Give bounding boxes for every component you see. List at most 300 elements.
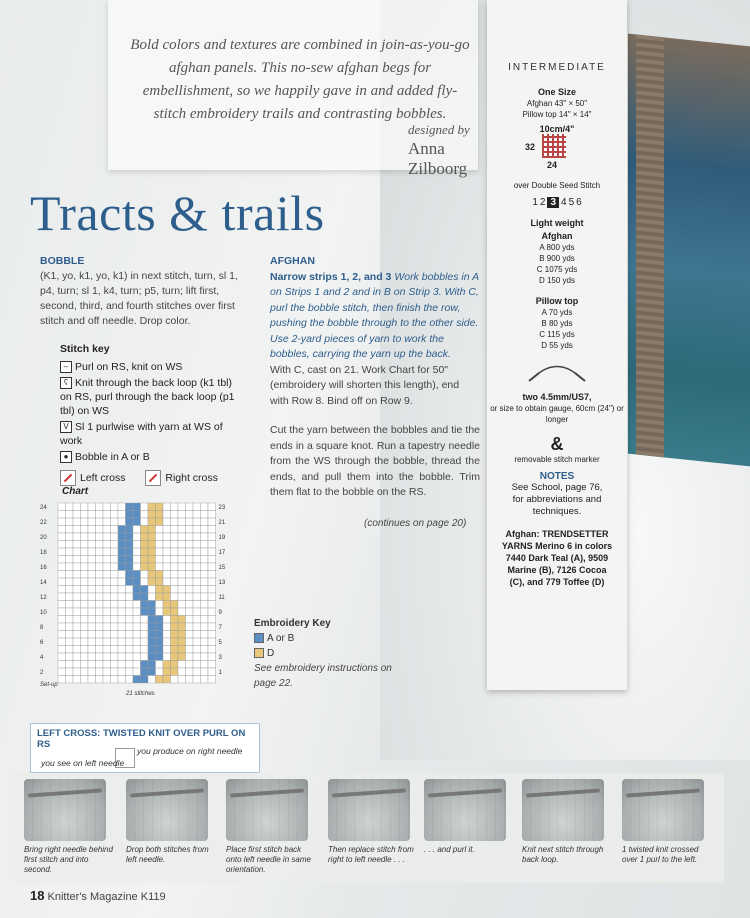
chart-cell — [73, 631, 81, 639]
chart-cell — [193, 623, 201, 631]
chart-cell — [171, 578, 179, 586]
chart-cell — [178, 571, 186, 579]
chart-cell — [73, 526, 81, 534]
chart-cell — [148, 518, 156, 526]
chart-cell — [163, 518, 171, 526]
chart-cell — [201, 608, 209, 616]
chart-cell — [118, 548, 126, 556]
chart-stitches-label: 21 stitches — [126, 691, 155, 697]
chart-cell — [88, 653, 96, 661]
chart-cell — [133, 646, 141, 654]
chart-cell — [133, 608, 141, 616]
chart-cell — [118, 503, 126, 511]
chart-cell — [133, 578, 141, 586]
chart-cell — [133, 563, 141, 571]
afghan-yarn-d: D 150 yds — [538, 276, 576, 285]
chart-cell — [88, 623, 96, 631]
chart-cell — [156, 548, 164, 556]
weight-label: Light weight — [530, 218, 584, 228]
designer-name: Anna Zilboorg — [408, 139, 468, 178]
chart-cell — [96, 608, 104, 616]
chart-cell — [171, 548, 179, 556]
chart-cell — [126, 511, 134, 519]
chart-cell — [186, 593, 194, 601]
chart-cell — [126, 578, 134, 586]
chart-cell — [73, 608, 81, 616]
chart-cell — [66, 541, 74, 549]
chart-cell — [73, 533, 81, 541]
chart-cell — [133, 533, 141, 541]
chart-cell — [126, 541, 134, 549]
chart-cell — [133, 571, 141, 579]
chart-cell — [163, 668, 171, 676]
chart-cell — [201, 571, 209, 579]
chart-cell — [118, 578, 126, 586]
chart-cell — [186, 616, 194, 624]
chart-cell — [141, 511, 149, 519]
chart-cell — [96, 518, 104, 526]
key-item-tbl: ʕ Knit through the back loop (k1 tbl) on RS, purl through the back loop (p1 tbl) on WS — [60, 377, 235, 417]
chart-cell — [96, 526, 104, 534]
chart-cell — [201, 556, 209, 564]
chart-cell — [96, 548, 104, 556]
chart-cell — [171, 541, 179, 549]
chart-cell — [193, 586, 201, 594]
chart-cell — [141, 668, 149, 676]
chart-cell — [193, 661, 201, 669]
chart-cell — [58, 548, 66, 556]
chart-cell — [171, 503, 179, 511]
chart-cell — [171, 623, 179, 631]
chart-cell — [208, 601, 216, 609]
chart-cell — [133, 623, 141, 631]
chart-cell — [58, 668, 66, 676]
chart-cell — [186, 623, 194, 631]
chart-setup-label: Set-up — [40, 682, 58, 688]
embroidery-a-or-b: A or B — [254, 631, 394, 646]
afghan-yarn-b: B 900 yds — [539, 254, 575, 263]
left-cross-icon — [60, 470, 76, 486]
chart-cell — [126, 563, 134, 571]
chart-cell — [118, 526, 126, 534]
chart-cell — [118, 668, 126, 676]
chart-cell — [103, 631, 111, 639]
intro-text: Bold colors and textures are combined in join-as-you-go afghan panels. This no-sew afghan begs for embellishment, so we happily gave in and added fly-stitch embroidery trails and contrasting bobbles. — [130, 37, 470, 122]
circular-needle-icon — [527, 359, 587, 389]
chart-cell — [88, 518, 96, 526]
chart-cell — [118, 616, 126, 624]
chart-row-label-right: 1 — [218, 670, 222, 676]
a-or-b-swatch — [254, 633, 264, 643]
chart-cell — [73, 548, 81, 556]
chart-cell — [201, 668, 209, 676]
chart-cell — [193, 526, 201, 534]
chart-cell — [156, 638, 164, 646]
chart-cell — [103, 503, 111, 511]
chart-cell — [96, 503, 104, 511]
chart-cell — [118, 601, 126, 609]
chart-cell — [163, 556, 171, 564]
chart-cell — [178, 676, 186, 684]
step-3: Place first stitch back onto left needle in same orientation. — [226, 779, 316, 875]
designed-by-label: designed by — [408, 122, 470, 137]
chart-cell — [163, 503, 171, 511]
chart-cell — [193, 518, 201, 526]
chart-row-label-left: 20 — [40, 535, 47, 541]
chart-cell — [58, 601, 66, 609]
chart-cell — [156, 563, 164, 571]
chart-cell — [111, 631, 119, 639]
sidebar-panel — [487, 0, 627, 690]
chart-label: Chart — [62, 486, 89, 497]
chart-cell — [103, 586, 111, 594]
chart-cell — [163, 631, 171, 639]
chart-cell — [88, 638, 96, 646]
chart-cell — [66, 548, 74, 556]
chart-cell — [208, 541, 216, 549]
chart-cell — [88, 593, 96, 601]
chart-cell — [133, 541, 141, 549]
chart-cell — [88, 601, 96, 609]
chart-cell — [208, 661, 216, 669]
chart-cell — [88, 646, 96, 654]
chart-cell — [81, 668, 89, 676]
chart-cell — [66, 608, 74, 616]
chart-cell — [148, 593, 156, 601]
chart-cell — [156, 578, 164, 586]
chart-cell — [163, 511, 171, 519]
chart-cell — [141, 578, 149, 586]
chart-cell — [208, 503, 216, 511]
chart-cell — [133, 638, 141, 646]
chart-cell — [201, 646, 209, 654]
chart-cell — [208, 616, 216, 624]
chart-row-label-right: 13 — [218, 580, 226, 586]
chart-cell — [118, 608, 126, 616]
chart-cell — [141, 503, 149, 511]
chart-cell — [148, 503, 156, 511]
chart-cell — [96, 586, 104, 594]
chart-cell — [58, 571, 66, 579]
chart-cell — [126, 638, 134, 646]
bobble-section — [40, 254, 240, 329]
chart-cell — [103, 608, 111, 616]
chart-cell — [88, 541, 96, 549]
step-2: Drop both stitches from left needle. — [126, 779, 216, 865]
chart-row-label-left: 16 — [40, 565, 47, 571]
notions-icon: & — [550, 434, 564, 454]
chart-cell — [156, 608, 164, 616]
chart-cell — [148, 638, 156, 646]
chart-row-label-left: 8 — [40, 625, 44, 631]
chart-cell — [111, 556, 119, 564]
chart-cell — [193, 533, 201, 541]
chart-cell — [58, 676, 66, 684]
chart-cell — [193, 668, 201, 676]
chart-cell — [118, 653, 126, 661]
chart-cell — [103, 623, 111, 631]
chart-cell — [141, 548, 149, 556]
chart-cell — [141, 586, 149, 594]
chart-cell — [171, 661, 179, 669]
chart-cell — [156, 676, 164, 684]
chart-cell — [193, 563, 201, 571]
chart-cell — [66, 668, 74, 676]
purl-symbol-icon: – — [60, 361, 72, 373]
chart-cell — [178, 593, 186, 601]
produce-label: you produce on right needle — [137, 746, 243, 756]
chart-cell — [126, 676, 134, 684]
chart-cell — [208, 646, 216, 654]
chart-cell — [156, 653, 164, 661]
chart-cell — [58, 518, 66, 526]
chart-cell — [88, 608, 96, 616]
chart-cell — [81, 571, 89, 579]
chart-cell — [111, 563, 119, 571]
chart-cell — [81, 541, 89, 549]
chart-cell — [178, 623, 186, 631]
chart-cell — [178, 533, 186, 541]
chart-cell — [148, 608, 156, 616]
chart-cell — [126, 556, 134, 564]
chart-cell — [171, 533, 179, 541]
chart-cell — [186, 503, 194, 511]
chart-cell — [171, 608, 179, 616]
step-3-illustration — [226, 779, 308, 841]
chart-cell — [126, 623, 134, 631]
notes-text: See School, page 76, for abbreviations and techniques. — [511, 482, 603, 517]
afghan-p2: Cut the yarn between the bobbles and tie the ends in a square knot. Run a tapestry needle from the WS through the bobble, thread the ends, and pull them into the bobble. Trim them flat to the bobble on the RS. — [270, 424, 480, 498]
chart-cell — [58, 578, 66, 586]
chart-cell — [88, 556, 96, 564]
chart-cell — [103, 646, 111, 654]
chart-cell — [111, 586, 119, 594]
chart-cell — [193, 616, 201, 624]
chart-cell — [58, 563, 66, 571]
chart-cell — [96, 638, 104, 646]
step-6-illustration — [522, 779, 604, 841]
pillow-size: Pillow top 14" × 14" — [522, 110, 592, 119]
chart-cell — [111, 638, 119, 646]
chart-cell — [66, 526, 74, 534]
chart-cell — [171, 638, 179, 646]
chart-cell — [141, 541, 149, 549]
chart-cell — [186, 631, 194, 639]
chart-cell — [163, 661, 171, 669]
intro-box — [108, 0, 478, 178]
chart-cell — [163, 676, 171, 684]
key-item-bobble: ● Bobble in A or B — [60, 450, 240, 464]
slip-symbol-icon: V — [60, 421, 72, 433]
chart-cell — [141, 571, 149, 579]
chart-cell — [73, 563, 81, 571]
chart-cell — [88, 668, 96, 676]
chart-cell — [96, 661, 104, 669]
chart-cell — [103, 511, 111, 519]
chart-cell — [156, 533, 164, 541]
chart-cell — [88, 503, 96, 511]
chart-cell — [193, 571, 201, 579]
chart-cell — [156, 601, 164, 609]
chart-cell — [163, 646, 171, 654]
chart-cell — [96, 593, 104, 601]
chart-cell — [96, 646, 104, 654]
chart-cell — [111, 541, 119, 549]
chart-cell — [201, 653, 209, 661]
afghan-p1: With C, cast on 21. Work Chart for 50" (embroidery will shorten this length), end with Row 8. Bind off on Row 9. — [270, 363, 460, 407]
chart-cell — [148, 541, 156, 549]
chart-cell — [66, 511, 74, 519]
chart-cell — [96, 631, 104, 639]
embroidery-key — [254, 616, 394, 691]
chart-cell — [66, 623, 74, 631]
chart-cell — [103, 556, 111, 564]
afghan-photo — [628, 34, 750, 467]
chart-cell — [171, 511, 179, 519]
chart-cell — [201, 676, 209, 684]
afghan-italic: Narrow strips 1, 2, and 3 Work bobbles in A on Strips 1 and 2 and in B on Strip 3. With C, purl the bobble stitch, then finish the row, pushing the bobble through to the other side. Use 2-yard pieces of yarn to work the bobbles, carrying the yarn up the back. — [270, 270, 479, 360]
chart-cell — [133, 518, 141, 526]
chart-cell — [58, 623, 66, 631]
chart-cell — [58, 541, 66, 549]
chart-cell — [73, 578, 81, 586]
chart-cell — [178, 631, 186, 639]
chart-cell — [81, 556, 89, 564]
see-label: you see on left needle — [41, 758, 125, 768]
chart-cell — [88, 548, 96, 556]
chart-cell — [178, 646, 186, 654]
chart-cell — [103, 548, 111, 556]
chart-cell — [148, 571, 156, 579]
chart-cell — [81, 526, 89, 534]
gauge-graphic — [497, 124, 617, 180]
afghan-section — [270, 254, 480, 501]
chart-cell — [208, 631, 216, 639]
chart-cell — [156, 623, 164, 631]
chart-cell — [66, 631, 74, 639]
yarn-weight-scale: 1 2 3 4 5 6 — [532, 197, 582, 208]
chart-cell — [81, 616, 89, 624]
chart-cell — [66, 601, 74, 609]
chart-cell — [163, 548, 171, 556]
chart-cell — [201, 503, 209, 511]
chart-row-label-left: 2 — [40, 670, 44, 676]
chart-cell — [73, 653, 81, 661]
chart-cell — [111, 668, 119, 676]
chart-row-label-left: 6 — [40, 640, 44, 646]
chart-cell — [58, 638, 66, 646]
chart-cell — [148, 601, 156, 609]
chart-cell — [58, 503, 66, 511]
magazine-name: Knitter's Magazine — [47, 891, 138, 903]
chart-cell — [133, 616, 141, 624]
needles-note: or size to obtain gauge, 60cm (24") or longer — [490, 404, 624, 424]
chart-cell — [111, 571, 119, 579]
chart-cell — [133, 503, 141, 511]
chart-cell — [208, 676, 216, 684]
chart-cell — [88, 586, 96, 594]
chart-cell — [156, 526, 164, 534]
chart-cell — [58, 608, 66, 616]
chart-cell — [163, 623, 171, 631]
chart-cell — [193, 638, 201, 646]
chart-cell — [156, 646, 164, 654]
chart-cell — [148, 623, 156, 631]
gauge-sts: 24 — [547, 160, 558, 170]
chart-cell — [81, 548, 89, 556]
chart-cell — [81, 661, 89, 669]
chart-cell — [118, 676, 126, 684]
chart-cell — [178, 503, 186, 511]
chart-cell — [88, 511, 96, 519]
chart-cell — [81, 563, 89, 571]
chart-cell — [163, 653, 171, 661]
chart-cell — [133, 556, 141, 564]
chart-cell — [126, 526, 134, 534]
chart-row-label-left: 24 — [40, 505, 47, 511]
step-1-illustration — [24, 779, 106, 841]
chart-cell — [141, 646, 149, 654]
chart-cell — [208, 653, 216, 661]
gauge-label: 10cm/4" — [539, 124, 575, 134]
chart-cell — [111, 533, 119, 541]
chart-cell — [186, 563, 194, 571]
chart-cell — [118, 586, 126, 594]
skill-level: INTERMEDIATE — [508, 62, 606, 73]
step-illustrations — [14, 773, 724, 883]
chart-cell — [201, 586, 209, 594]
chart-cell — [96, 676, 104, 684]
chart-cell — [171, 571, 179, 579]
chart-cell — [208, 511, 216, 519]
chart-cell — [186, 668, 194, 676]
one-size-label: One Size — [537, 87, 576, 97]
d-swatch — [254, 648, 264, 658]
chart-cell — [81, 676, 89, 684]
chart-cell — [58, 526, 66, 534]
chart-cell — [171, 616, 179, 624]
cross-keys: Left cross Right cross — [60, 470, 240, 486]
pillow-yarn-b: B 80 yds — [541, 319, 573, 328]
chart-cell — [186, 661, 194, 669]
chart-row-label-left: 22 — [40, 520, 47, 526]
chart-cell — [126, 646, 134, 654]
chart-cell — [81, 518, 89, 526]
chart-cell — [208, 623, 216, 631]
chart-cell — [208, 638, 216, 646]
chart-cell — [118, 631, 126, 639]
chart-cell — [193, 653, 201, 661]
chart-cell — [103, 533, 111, 541]
chart-cell — [186, 533, 194, 541]
afghan-yarn-c: C 1075 yds — [536, 265, 578, 274]
chart-cell — [73, 661, 81, 669]
key-item-slip: V Sl 1 purlwise with yarn at WS of work — [60, 421, 223, 447]
chart-cell — [103, 571, 111, 579]
chart-cell — [58, 533, 66, 541]
chart-cell — [178, 526, 186, 534]
chart-cell — [111, 503, 119, 511]
chart-cell — [96, 668, 104, 676]
chart-cell — [133, 676, 141, 684]
chart-cell — [193, 631, 201, 639]
chart-cell — [171, 631, 179, 639]
chart-cell — [118, 661, 126, 669]
chart-cell — [163, 608, 171, 616]
chart-cell — [201, 638, 209, 646]
chart-cell — [193, 503, 201, 511]
chart-cell — [73, 668, 81, 676]
